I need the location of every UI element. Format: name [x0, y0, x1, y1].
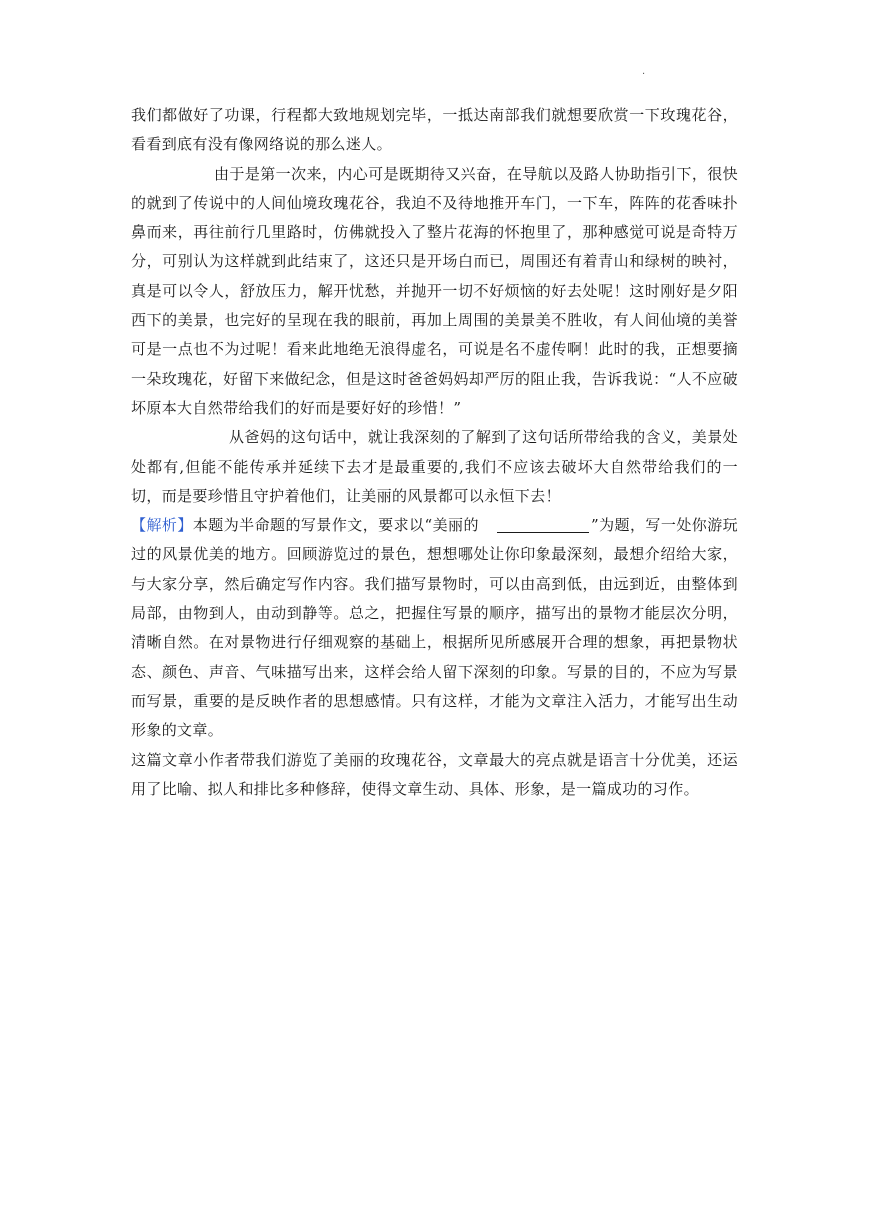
analysis-body: ”为题，写一处你游玩过的风景优美的地方。回顾游览过的景色，想想哪处让你印象最深刻，最想介绍给大家，与大家分享，然后确定写作内容。我们描写景物时，可以由高到低，由远到近，由整体到局部，由物到人，由动到静等。总之，把握住写景的顺序，描写出的景物才能层次分明，清晰自然。在对景物进行仔细观察的基础上，根据所见所感展开合理的想象，再把景物状态、颜色、声音、气味描写出来，这样会给人留下深刻的印象。写景的目的，不应为写景而写景，重要的是反映作者的思想感情。只有这样，才能为文章注入活力，才能写出生动形象的文章。 [131, 516, 739, 740]
title-blank-line [497, 514, 589, 533]
header-dot: . [642, 66, 646, 77]
analysis-paragraph [131, 511, 738, 745]
essay-paragraph-3: 从爸妈的这句话中，就让我深刻的了解到了这句话所带给我的含义，美景处处都有,但能不能传承并延续下去才是最重要的,我们不应该去破坏大自然带给我们的一切，而是要珍惜且守护着他们，让美丽的风景都可以永恒下去！ [131, 428, 738, 505]
analysis-intro: 本题为半命题的写景作文，要求以“美丽的 [192, 516, 479, 535]
essay-paragraph-1: 我们都做好了功课，行程都大致地规划完毕，一抵达南部我们就想要欣赏一下玫瑰花谷，看看到底有没有像网络说的那么迷人。 [131, 106, 738, 154]
essay-paragraph-2: 由于是第一次来，内心可是既期待又兴奋，在导航以及路人协助指引下，很快的就到了传说中的人间仙境玫瑰花谷，我迫不及待地推开车门，一下车，阵阵的花香味扑鼻而来，再往前行几里路时，仿佛就投入了整片花海的怀抱里了，那种感觉可说是奇特万分，可别认为这样就到此结束了，这还只是开场白而已，周围还有着青山和绿树的映衬，真是可以令人，舒放压力，解开忧愁，并抛开一切不好烦恼的好去处呢！这时刚好是夕阳西下的美景，也完好的呈现在我的眼前，再加上周围的美景美不胜收，有人间仙境的美誉可是一点也不为过呢！看来此地绝无浪得虚名，可说是名不虚传啊！此时的我，正想要摘一朵玫瑰花，好留下来做纪念，但是这时爸爸妈妈却严厉的阻止我，告诉我说：“人不应破坏原本大自然带给我们的好而是要好好的珍惜！” [131, 164, 738, 417]
analysis-comment: 这篇文章小作者带我们游览了美丽的玫瑰花谷，文章最大的亮点就是语言十分优美，还运用了比喻、拟人和排比多种修辞，使得文章生动、具体、形象，是一篇成功的习作。 [131, 750, 738, 798]
document-body [131, 101, 738, 804]
analysis-tag: 【解析】 [131, 516, 193, 535]
